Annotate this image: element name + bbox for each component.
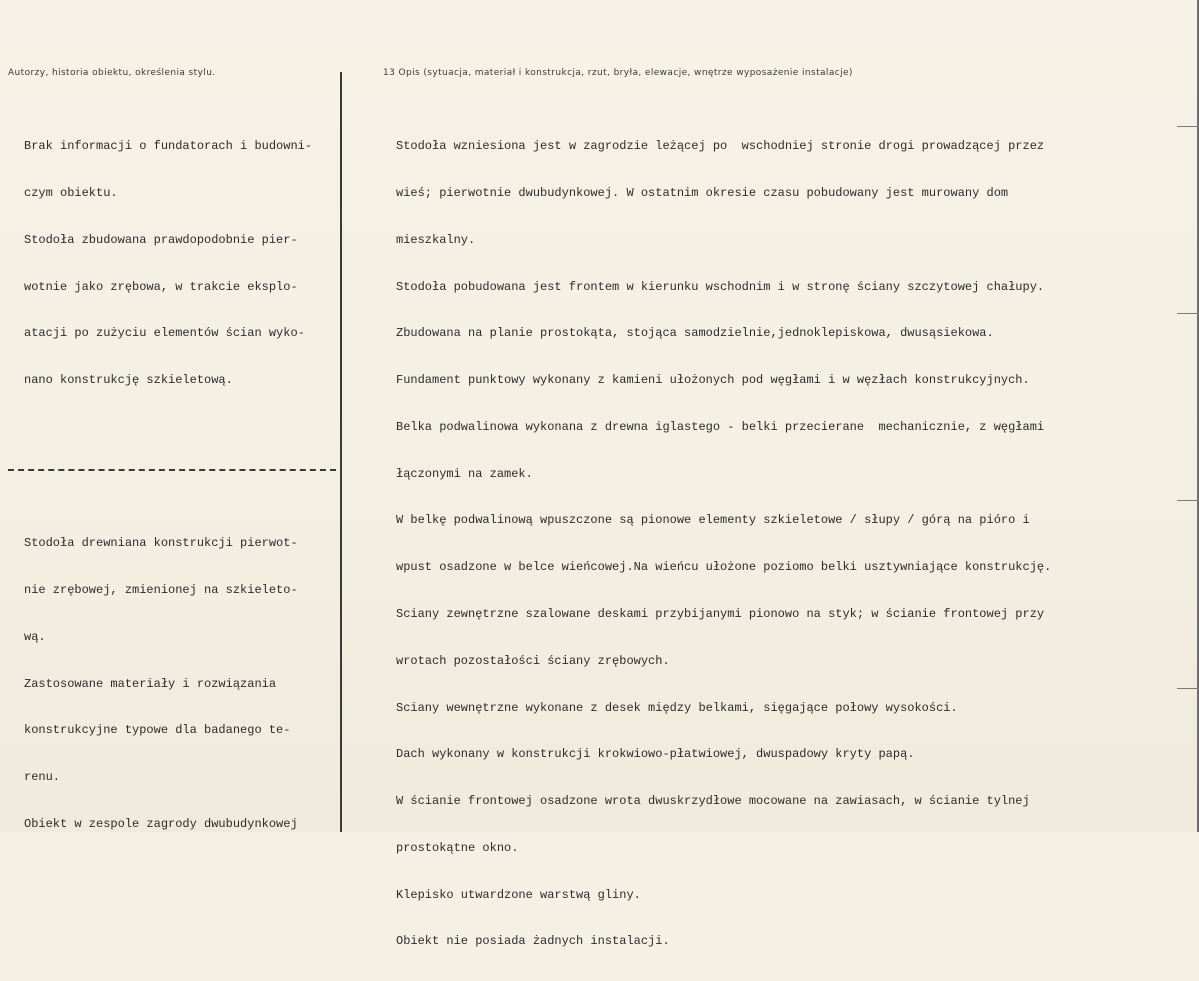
text-line: wą. xyxy=(24,629,46,644)
edge-tick xyxy=(1177,313,1199,314)
text-line: W belkę podwalinową wpuszczone są pionowe elementy szkieletowe / słupy / górą na pióro i xyxy=(396,513,1030,528)
text-line: Fundament punktowy wykonany z kamieni ułożonych pod węgłami i w węzłach konstrukcyjnych. xyxy=(396,373,1030,388)
text-line: Dach wykonany w konstrukcji krokwiowo-płatwiowej, dwuspadowy kryty papą. xyxy=(396,747,915,762)
object-description-text xyxy=(396,108,1051,981)
column-divider xyxy=(340,72,342,832)
text-line: Klepisko utwardzone warstwą gliny. xyxy=(396,887,641,902)
text-line: konstrukcyjne typowe dla badanego te- xyxy=(24,723,291,738)
text-line: W ścianie frontowej osadzone wrota dwuskrzydłowe mocowane na zawiasach, w ścianie tylnej xyxy=(396,794,1030,809)
text-line: łączonymi na zamek. xyxy=(396,466,533,481)
text-line: prostokątne okno. xyxy=(396,840,519,855)
text-line: Stodoła pobudowana jest frontem w kierunku wschodnim i w stronę ściany szczytowej chałupy. xyxy=(396,279,1045,294)
text-line: Zastosowane materiały i rozwiązania xyxy=(24,676,277,691)
text-line: Stodoła drewniana konstrukcji pierwot- xyxy=(24,536,298,551)
text-line: Stodoła wzniesiona jest w zagrodzie leżącej po wschodniej stronie drogi prowadzącej przez xyxy=(396,139,1045,154)
text-line: wieś; pierwotnie dwubudynkowej. W ostatnim okresie czasu pobudowany jest murowany dom xyxy=(396,185,1009,200)
text-line: Belka podwalinowa wykonana z drewna iglastego - belki przecierane mechanicznie, z węgłami xyxy=(396,419,1045,434)
text-line: Obiekt w zespole zagrody dwubudynkowej xyxy=(24,816,298,831)
header-left-label: Autorzy, historia obiektu, określenia stylu. xyxy=(8,68,216,78)
authors-history-text xyxy=(24,108,312,420)
text-line: czym obiektu. xyxy=(24,185,118,200)
edge-tick xyxy=(1177,688,1199,689)
style-definition-text xyxy=(24,505,298,864)
text-line: Brak informacji o fundatorach i budowni- xyxy=(24,139,313,154)
text-line: Sciany zewnętrzne szalowane deskami przybijanymi pionowo na styk; w ścianie frontowej przy xyxy=(396,607,1045,621)
text-line: wpust osadzone w belce wieńcowej.Na wieńcu ułożone poziomo belki usztywniające konstrukcję. xyxy=(396,560,1052,575)
text-line: nano konstrukcję szkieletową. xyxy=(24,373,233,388)
text-line: Obiekt nie posiada żadnych instalacji. xyxy=(396,934,670,949)
text-line: Stodoła zbudowana prawdopodobnie pier- xyxy=(24,232,298,247)
edge-tick xyxy=(1177,500,1199,501)
edge-tick xyxy=(1177,126,1199,127)
text-line: mieszkalny. xyxy=(396,232,476,247)
text-line: nie zrębowej, zmienionej na szkieleto- xyxy=(24,582,298,597)
dashed-separator xyxy=(8,469,336,471)
text-line: Zbudowana na planie prostokąta, stojąca samodzielnie,jednoklepiskowa, dwusąsiekowa. xyxy=(396,326,994,341)
header-right-label: 13 Opis (sytuacja, materiał i konstrukcja, rzut, bryła, elewacje, wnętrze wyposażenie instalacje) xyxy=(383,68,853,78)
text-line: Sciany wewnętrzne wykonane z desek między belkami, sięgające połowy wysokości. xyxy=(396,700,958,715)
text-line: wotnie jako zrębowa, w trakcie eksplo- xyxy=(24,279,298,294)
text-line: wrotach pozostałości ściany zrębowych. xyxy=(396,653,670,668)
text-line: atacji po zużyciu elementów ścian wyko- xyxy=(24,326,305,341)
text-line: renu. xyxy=(24,770,61,785)
